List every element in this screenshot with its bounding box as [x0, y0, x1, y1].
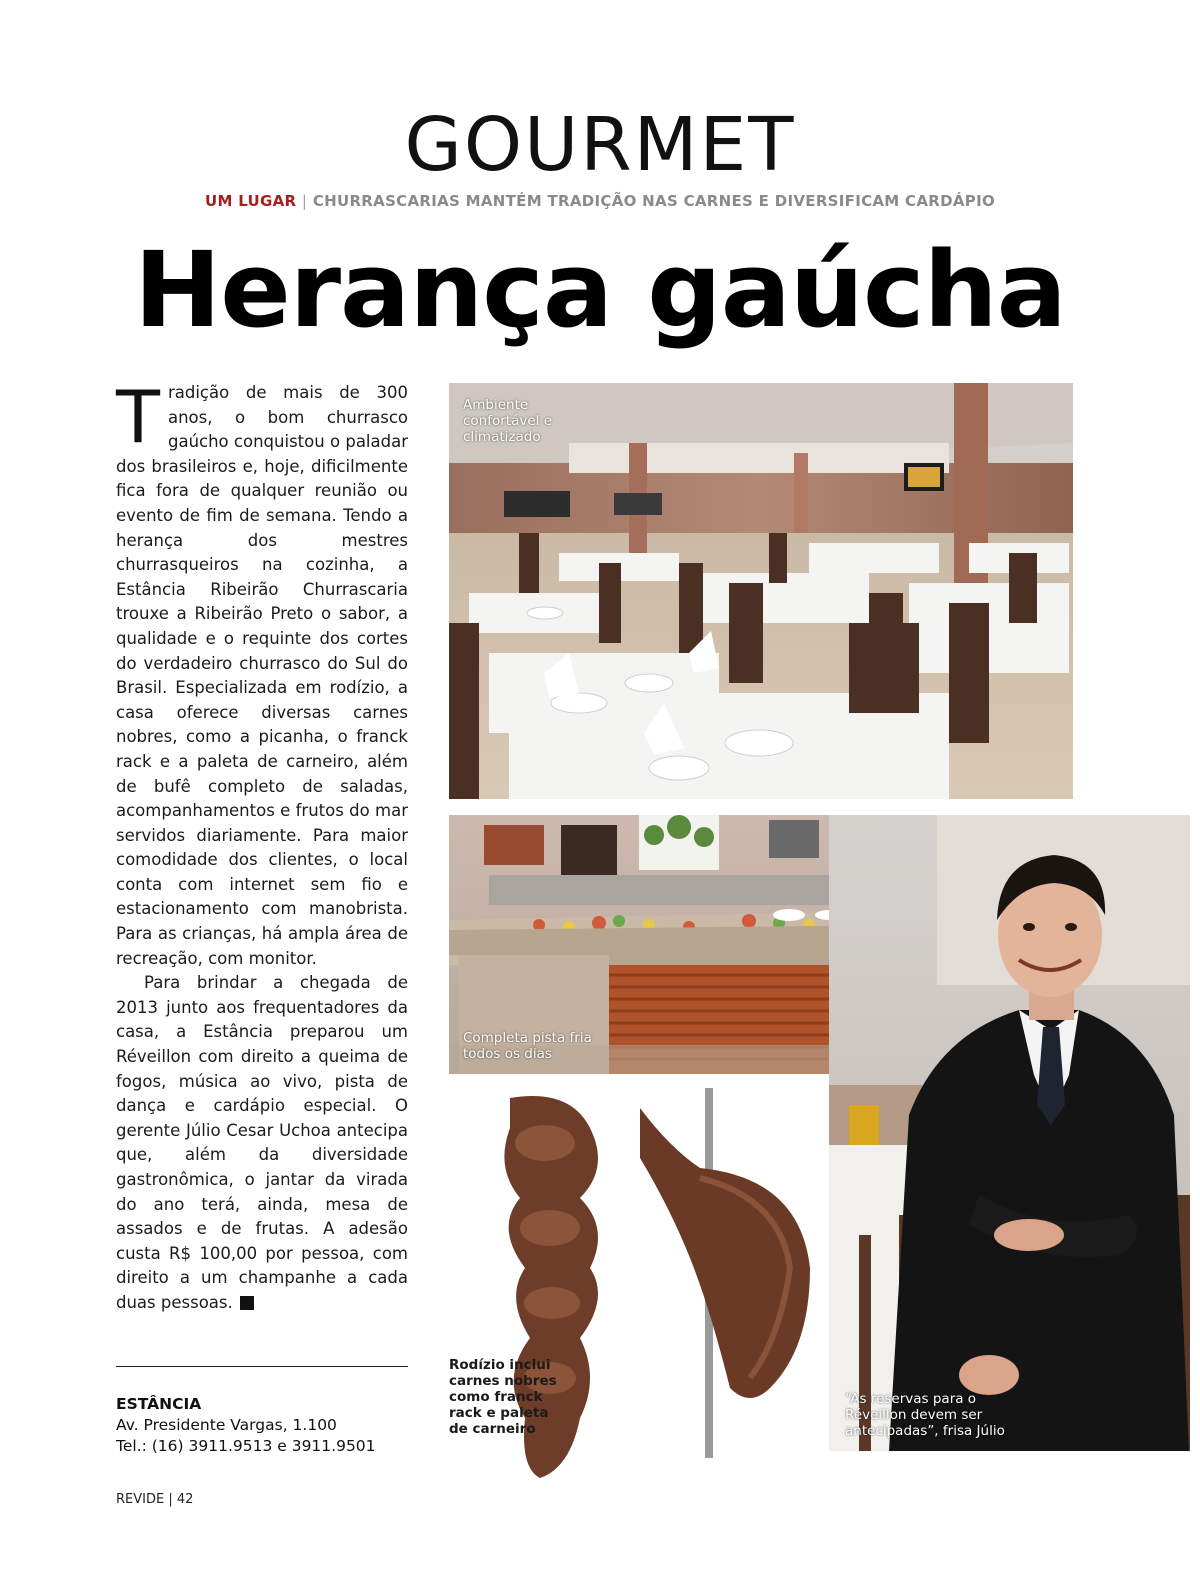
kicker-label: UM LUGAR [204, 192, 297, 210]
footer-publication: REVIDE [116, 1492, 165, 1507]
headline: Herança gaúcha [134, 229, 1066, 351]
dining-room-photo [449, 383, 1073, 799]
article-paragraph-1 [116, 375, 408, 971]
page-footer [116, 1492, 193, 1507]
end-mark-icon: r [240, 1296, 254, 1310]
article-paragraph-2 [116, 971, 408, 1315]
dining-room-caption: Ambiente confortável e climatizado [463, 397, 553, 445]
info-divider [116, 1366, 408, 1367]
section-title: GOURMET [404, 102, 796, 188]
manager-photo [829, 815, 1190, 1451]
kicker-text: CHURRASCARIAS MANTÉM TRADIÇÃO NAS CARNES E DIVERSIFICAM CARDÁPIO [312, 192, 995, 210]
manager-caption: “As reservas para o Réveillon devem ser antecipadas”, frisa Júlio [845, 1391, 1005, 1439]
footer-page-number: 42 [176, 1492, 194, 1507]
info-box [116, 1394, 416, 1457]
kicker [0, 192, 1200, 210]
info-address: Av. Presidente Vargas, 1.100 [116, 1416, 337, 1434]
meat-caption: Rodízio inclui carnes nobres como franck rack e paleta de carneiro [449, 1357, 557, 1437]
footer-separator: | [168, 1492, 173, 1507]
info-name: ESTÂNCIA [116, 1395, 202, 1413]
article-body [116, 375, 408, 1316]
drop-cap: T [116, 375, 160, 459]
kicker-separator: | [301, 192, 308, 210]
paragraph-2-text: Para brindar a chegada de 2013 junto aos frequentadores da casa, a Estância preparou um Réveillon com direito a queima de fogos, música ao vivo, pista de dança e cardápio especial. O gerente Júlio Cesar Uchoa antecipa que, além da diversidade gastronômica, o jantar da virada do ano terá, ainda, mesa de assados e de frutas. A adesão custa R$ 100,00 por pessoa, com direito a um champanhe a cada duas pessoas. [116, 973, 408, 1312]
paragraph-1-text: radição de mais de 300 anos, o bom churrasco gaúcho conquistou o paladar dos brasileiros e, hoje, dificilmente fica fora de qualquer reunião ou evento de fim de semana. Tendo a herança dos mestres churrasqueiros na cozinha, a Estância Ribeirão Churrascaria trouxe a Ribeirão Preto o sabor, a qualidade e o requinte dos cortes do verdadeiro churrasco do Sul do Brasil. Especializada em rodízio, a casa oferece diversas carnes nobres, como a picanha, o franck rack e a paleta de carneiro, além de bufê completo de saladas, acompanhamentos e frutos do mar servidos diariamente. Para maior comodidade dos clientes, o local conta com internet sem fio e estacionamento com manobrista. Para as crianças, há ampla área de recreação, com monitor. [116, 383, 408, 968]
buffet-caption: Completa pista fria todos os dias [463, 1030, 592, 1062]
info-phone: Tel.: (16) 3911.9513 e 3911.9501 [116, 1437, 376, 1455]
